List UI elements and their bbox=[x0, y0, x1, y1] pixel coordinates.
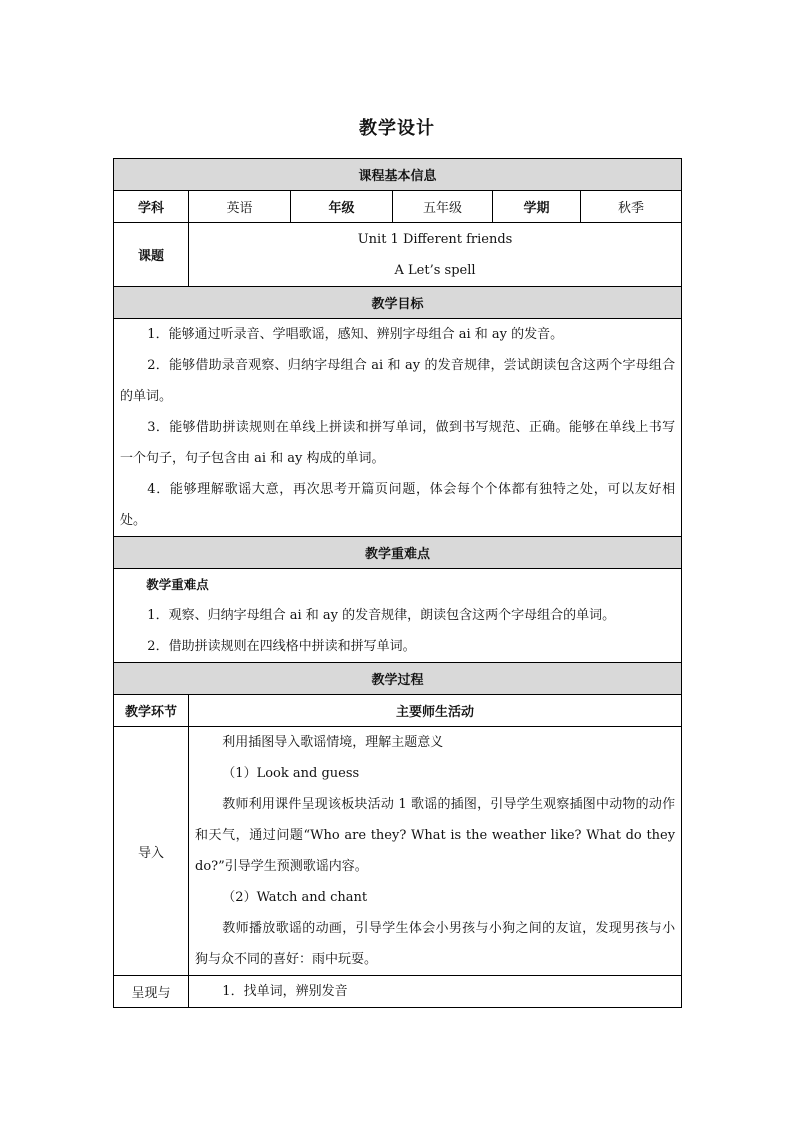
objectives-cell bbox=[114, 319, 682, 537]
activity-column-header: 主要师生活动 bbox=[189, 695, 682, 727]
intro-line: 利用插图导入歌谣情境，理解主题意义 bbox=[222, 735, 444, 750]
intro-line: 教师播放歌谣的动画，引导学生体会小男孩与小狗之间的友谊，发现男孩与小狗与众不同的喜好：雨中玩耍。 bbox=[195, 921, 676, 967]
process-header: 教学过程 bbox=[114, 663, 682, 695]
objective-item: 1．能够通过听录音、学唱歌谣，感知、辨别字母组合 ai 和 ay 的发音。 bbox=[147, 327, 564, 342]
present-line: 1．找单词，辨别发音 bbox=[222, 984, 348, 999]
present-stage: 呈现与 bbox=[114, 976, 189, 1008]
objective-item: 2．能够借助录音观察、归纳字母组合 ai 和 ay 的发音规律，尝试朗读包含这两个字母组合的单词。 bbox=[120, 358, 676, 404]
intro-stage: 导入 bbox=[114, 727, 189, 976]
basic-info-header: 课程基本信息 bbox=[114, 159, 682, 191]
document-title: 教学设计 bbox=[359, 118, 435, 139]
objectives-header: 教学目标 bbox=[114, 287, 682, 319]
key-points-header: 教学重难点 bbox=[114, 537, 682, 569]
objective-item: 4．能够理解歌谣大意，再次思考开篇页问题，体会每个个体都有独特之处，可以友好相处。 bbox=[120, 482, 676, 528]
intro-line: 教师利用课件呈现该板块活动 1 歌谣的插图，引导学生观察插图中动物的动作和天气，通过问题“Who are they? What is the weather like? What do they do?”引导学生预测歌谣内容。 bbox=[195, 797, 676, 874]
key-points-subheading: 教学重难点 bbox=[146, 577, 209, 592]
topic-line-1: Unit 1 Different friends bbox=[357, 231, 513, 247]
topic-value bbox=[189, 223, 682, 287]
objective-item: 3．能够借助拼读规则在单线上拼读和拼写单词，做到书写规范、正确。能够在单线上书写一个句子，句子包含由 ai 和 ay 构成的单词。 bbox=[120, 420, 676, 466]
topic-label: 课题 bbox=[114, 223, 189, 287]
intro-activity-cell bbox=[189, 727, 682, 976]
subject-label: 学科 bbox=[114, 191, 189, 223]
grade-value: 五年级 bbox=[393, 191, 493, 223]
term-value: 秋季 bbox=[581, 191, 682, 223]
intro-line: （1）Look and guess bbox=[222, 766, 360, 781]
stage-column-header: 教学环节 bbox=[114, 695, 189, 727]
intro-line: （2）Watch and chant bbox=[222, 890, 368, 905]
present-activity-cell bbox=[189, 976, 682, 1008]
topic-line-2: A Let’s spell bbox=[394, 262, 476, 278]
lesson-plan-table bbox=[113, 158, 682, 1008]
key-point-item: 2．借助拼读规则在四线格中拼读和拼写单词。 bbox=[147, 639, 416, 654]
subject-value: 英语 bbox=[189, 191, 291, 223]
key-point-item: 1．观察、归纳字母组合 ai 和 ay 的发音规律，朗读包含这两个字母组合的单词。 bbox=[147, 608, 616, 623]
term-label: 学期 bbox=[493, 191, 581, 223]
key-points-cell bbox=[114, 569, 682, 663]
grade-label: 年级 bbox=[291, 191, 393, 223]
